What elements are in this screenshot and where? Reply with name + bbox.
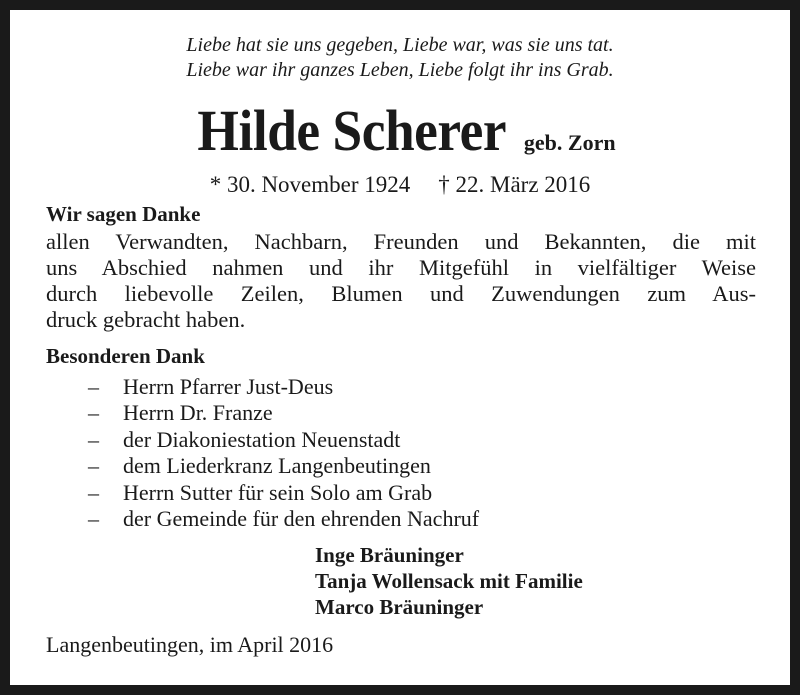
thanks-line: uns Abschied nahmen und ihr Mitgefühl in vielfältiger Weise — [46, 255, 756, 280]
thanks-heading: Wir sagen Danke — [46, 202, 201, 226]
death-date: † 22. März 2016 — [438, 172, 591, 197]
thanks-line: durch liebevolle Zeilen, Blumen und Zuwendungen zum Aus- — [46, 281, 756, 306]
verse-line: Liebe war ihr ganzes Leben, Liebe folgt ihr ins Grab. — [186, 59, 614, 81]
list-item: – Herrn Dr. Franze — [88, 400, 273, 425]
signature: Inge Bräuninger — [315, 543, 464, 567]
obituary-notice — [10, 10, 790, 685]
birth-date: * 30. November 1924 — [209, 172, 411, 197]
deceased-name-block — [10, 98, 790, 163]
deceased-name: Hilde Scherer — [197, 98, 507, 163]
special-thanks-heading: Besonderen Dank — [46, 344, 205, 368]
maiden-name: geb. Zorn — [523, 130, 616, 155]
list-item: – Herrn Pfarrer Just-Deus — [88, 374, 334, 399]
list-item: – Herrn Sutter für sein Solo am Grab — [88, 480, 433, 505]
thanks-line: allen Verwandten, Nachbarn, Freunden und Bekannten, die mit — [46, 229, 756, 254]
signature: Tanja Wollensack mit Familie — [315, 569, 583, 593]
list-item: – dem Liederkranz Langenbeutingen — [88, 453, 431, 478]
list-item: – der Diakoniestation Neuenstadt — [88, 427, 401, 452]
place-date: Langenbeutingen, im April 2016 — [46, 632, 334, 657]
signature: Marco Bräuninger — [315, 595, 484, 619]
verse-line: Liebe hat sie uns gegeben, Liebe war, was sie uns tat. — [186, 34, 614, 56]
thanks-line: druck gebracht haben. — [46, 307, 246, 332]
list-item: – der Gemeinde für den ehrenden Nachruf — [88, 506, 480, 531]
life-dates — [10, 173, 790, 196]
